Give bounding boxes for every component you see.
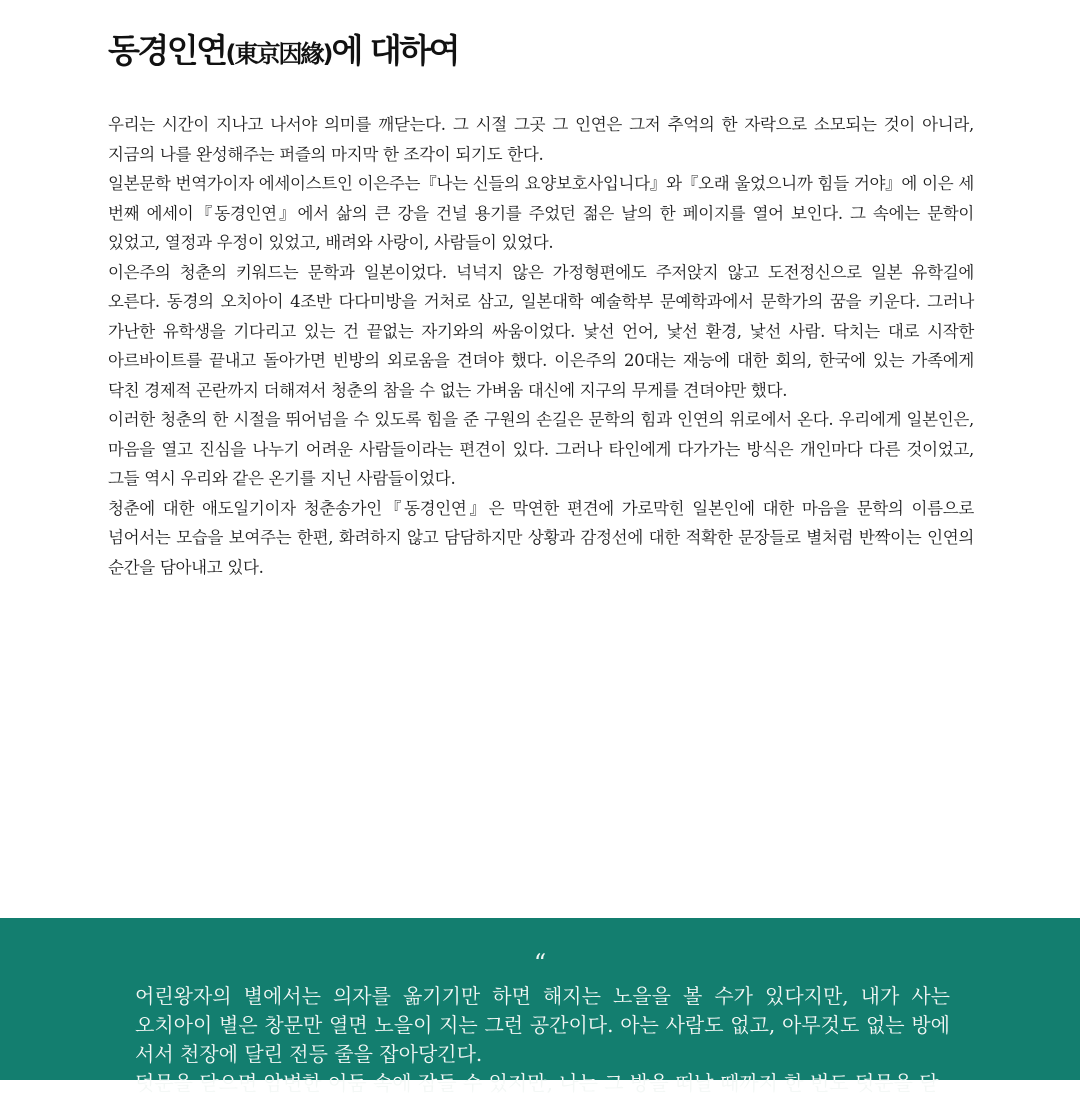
title-main: 동경인연 [108, 31, 226, 70]
quote-panel [0, 918, 1080, 1095]
quote-paragraph-1: 어린왕자의 별에서는 의자를 옮기기만 하면 해지는 노을을 볼 수가 있다지만, 내가 사는 오치아이 별은 창문만 열면 노을이 지는 그런 공간이다. 아는 사람도 없고, 아무것도 없는 방에 서서 천장에 달린 전등 줄을 잡아당긴다. [135, 984, 950, 1066]
article-body [108, 110, 974, 582]
article-paragraph-1: 우리는 시간이 지나고 나서야 의미를 깨닫는다. 그 시절 그곳 그 인연은 그저 추억의 한 자락으로 소모되는 것이 아니라, 지금의 나를 완성해주는 퍼즐의 마지막 한 조각이 되기도 한다. [108, 115, 974, 164]
title-suffix: 에 대하여 [331, 31, 458, 70]
quote-text [135, 982, 950, 1098]
quote-mark-icon: “ [533, 949, 547, 977]
article-paragraph-4: 이러한 청춘의 한 시절을 뛰어넘을 수 있도록 힘을 준 구원의 손길은 문학의 힘과 인연의 위로에서 온다. 우리에게 일본인은, 마음을 열고 진심을 나누기 어려운 사람들이라는 편견이 있다. 그러나 타인에게 다가가는 방식은 개인마다 다른 것이었고, 그들 역시 우리와 같은 온기를 지닌 사람들이었다. [108, 410, 974, 488]
page-title [108, 26, 458, 79]
article-paragraph-3: 이은주의 청춘의 키워드는 문학과 일본이었다. 넉넉지 않은 가정형편에도 주저앉지 않고 도전정신으로 일본 유학길에 오른다. 동경의 오치아이 4조반 다다미방을 거처로 삼고, 일본대학 예술학부 문예학과에서 문학가의 꿈을 키운다. 그러나 가난한 유학생을 기다리고 있는 건 끝없는 자기와의 싸움이었다. 낯선 언어, 낯선 환경, 낯선 사람. 닥치는 대로 시작한 아르바이트를 끝내고 돌아가면 빈방의 외로움을 견뎌야 했다. 이은주의 20대는 재능에 대한 회의, 한국에 있는 가족에게 닥친 경제적 곤란까지 더해져서 청춘의 참을 수 없는 가벼움 대신에 지구의 무게를 견뎌야만 했다. [108, 262, 974, 400]
article-paragraph-5: 청춘에 대한 애도일기이자 청춘송가인『동경인연』은 막연한 편견에 가로막힌 일본인에 대한 마음을 문학의 이름으로 넘어서는 모습을 보여주는 한편, 화려하지 않고 담담하지만 상황과 감정선에 대한 적확한 문장들로 별처럼 반짝이는 인연의 순간을 담아내고 있다. [108, 498, 974, 577]
quote-paragraph-2: 덧문을 닫으면 암변한 어둠 속에 잠들 수 있지만, 나는 그 방을 떠날 때까지 한 번도 덧문을 닫 [135, 1071, 939, 1095]
title-hanja: (東京因緣) [225, 40, 332, 68]
article-paragraph-2: 일본문학 번역가이자 에세이스트인 이은주는『나는 신들의 요양보호사입니다』와『오래 울었으니까 힘들 거야』에 이은 세 번째 에세이『동경인연』에서 삶의 큰 강을 건널 용기를 주었던 젊은 날의 한 페이지를 열어 보인다. 그 속에는 문학이 있었고, 열정과 우정이 있었고, 배려와 사랑이, 사람들이 있었다. [108, 174, 974, 252]
